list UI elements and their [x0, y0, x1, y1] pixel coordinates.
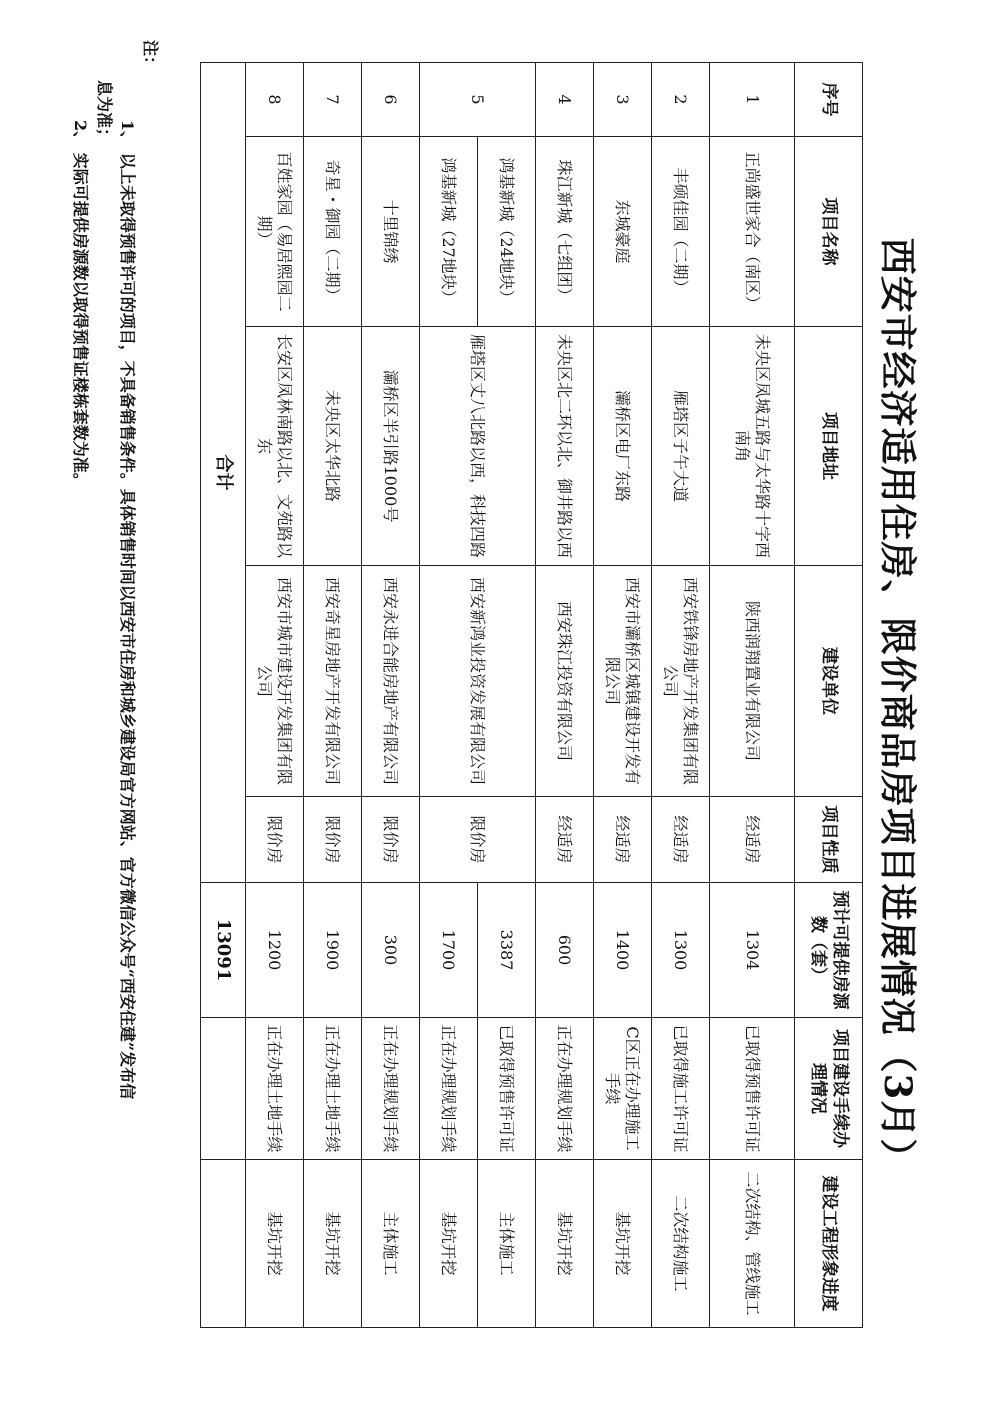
cell-permits: 正在办理规划手续: [362, 1018, 420, 1160]
cell-units: 1900: [304, 883, 362, 1018]
cell-builder: 西安铁锋房地产开发集团有限公司: [652, 566, 710, 797]
cell-builder: 西安珠江投资有限公司: [536, 566, 594, 797]
cell-no: 5: [420, 63, 536, 137]
cell-builder: 西安永进合能房地产有限公司: [362, 566, 420, 797]
cell-type: 限价房: [420, 797, 536, 883]
cell-name: 丰硕佳园（二期）: [652, 137, 710, 327]
header-address: 项目地址: [795, 327, 863, 566]
header-type: 项目性质: [795, 797, 863, 883]
cell-name: 鸿基新城（27地块）: [420, 137, 478, 327]
cell-no: 4: [536, 63, 594, 137]
note-line-1: 1、 以上未取得预售许可的项目，不具备销售条件。具体销售时间以西安市住房和城乡建设局官方网站、官方微信公众号“西安住建”发布信: [117, 120, 137, 1100]
cell-type: 经适房: [594, 797, 652, 883]
cell-permits: 正在办理土地手续: [246, 1018, 304, 1160]
header-no: 序号: [795, 63, 863, 137]
header-progress: 建设工程形象进度: [795, 1160, 863, 1328]
cell-permits: 已取得预售许可证: [478, 1018, 536, 1160]
cell-permits: 已取得预售许可证: [710, 1018, 795, 1160]
cell-address: 未央区北二环以北、御井路以西: [536, 327, 594, 566]
cell-progress: 基坑开挖: [420, 1160, 478, 1328]
cell-no: 6: [362, 63, 420, 137]
document-title: 西安市经济适用住房、限价商品房项目进展情况（3月）: [876, 237, 920, 1177]
header-permits: 项目建设手续办理情况: [795, 1018, 863, 1160]
cell-permits: 已取得施工许可证: [652, 1018, 710, 1160]
cell-permits: C区正在办理施工手续: [594, 1018, 652, 1160]
cell-type: 经适房: [536, 797, 594, 883]
cell-permits: 正在办理规划手续: [536, 1018, 594, 1160]
cell-address: 灞桥区半引路1000号: [362, 327, 420, 566]
cell-units: 1200: [246, 883, 304, 1018]
cell-address: 未央区太华北路: [304, 327, 362, 566]
table-row: [478, 63, 536, 1328]
cell-type: 经适房: [652, 797, 710, 883]
total-units: 13091: [201, 883, 246, 1018]
total-empty-progress: [201, 1160, 246, 1328]
cell-no: 8: [246, 63, 304, 137]
table-row: [304, 63, 362, 1328]
cell-name: 珠江新城（七组团）: [536, 137, 594, 327]
cell-permits: 正在办理规划手续: [420, 1018, 478, 1160]
table-row: [594, 63, 652, 1328]
cell-builder: 陕西润翔置业有限公司: [710, 566, 795, 797]
table-row: [246, 63, 304, 1328]
table-row: [652, 63, 710, 1328]
cell-units: 600: [536, 883, 594, 1018]
cell-progress: 主体施工: [478, 1160, 536, 1328]
cell-progress: 二次结构施工: [652, 1160, 710, 1328]
cell-no: 1: [710, 63, 795, 137]
notes-label: 注：: [141, 40, 160, 73]
cell-units: 1700: [420, 883, 478, 1018]
note-line-1-continued: 息为准；: [94, 80, 114, 145]
header-builder: 建设单位: [795, 566, 863, 797]
cell-address: 长安区凤林南路以北、文苑路以东: [246, 327, 304, 566]
cell-address: 雁塔区子午大道: [652, 327, 710, 566]
cell-name: 东城豪庭: [594, 137, 652, 327]
total-row: [201, 63, 246, 1328]
cell-type: 限价房: [362, 797, 420, 883]
cell-type: 限价房: [246, 797, 304, 883]
cell-type: 经适房: [710, 797, 795, 883]
cell-builder: 西安市灞桥区城镇建设开发有限公司: [594, 566, 652, 797]
cell-name: 百姓家园（易居熙园二期）: [246, 137, 304, 327]
cell-name: 奇星・御园（二期）: [304, 137, 362, 327]
cell-units: 3387: [478, 883, 536, 1018]
cell-permits: 正在办理土地手续: [304, 1018, 362, 1160]
cell-progress: 二次结构、管线施工: [710, 1160, 795, 1328]
table-row: [536, 63, 594, 1328]
cell-no: 2: [652, 63, 710, 137]
cell-name: 鸿基新城（24地块）: [478, 137, 536, 327]
cell-address: 灞桥区电厂东路: [594, 327, 652, 566]
notes-section: [69, 40, 162, 1380]
cell-builder: 西安新鸿业投资发展有限公司: [420, 566, 536, 797]
cell-no: 7: [304, 63, 362, 137]
cell-builder: 西安市城市建设开发集团有限公司: [246, 566, 304, 797]
cell-name: 正尚盛世家合（南区）: [710, 137, 795, 327]
cell-no: 3: [594, 63, 652, 137]
cell-progress: 基坑开挖: [536, 1160, 594, 1328]
table-header-row: [795, 63, 863, 1328]
cell-progress: 基坑开挖: [594, 1160, 652, 1328]
cell-units: 300: [362, 883, 420, 1018]
cell-name: 十里锦绣: [362, 137, 420, 327]
cell-units: 1304: [710, 883, 795, 1018]
header-name: 项目名称: [795, 137, 863, 327]
cell-builder: 西安奇星房地产开发有限公司: [304, 566, 362, 797]
cell-units: 1300: [652, 883, 710, 1018]
cell-address: 未央区凤城五路与太华路十字西南角: [710, 327, 795, 566]
cell-units: 1400: [594, 883, 652, 1018]
total-label: 合计: [201, 63, 246, 883]
cell-type: 限价房: [304, 797, 362, 883]
cell-progress: 基坑开挖: [246, 1160, 304, 1328]
header-units: 预计可提供房源数（套）: [795, 883, 863, 1018]
cell-address: 雁塔区丈八北路以西，科技四路: [420, 327, 536, 566]
table-row: [710, 63, 795, 1328]
cell-progress: 主体施工: [362, 1160, 420, 1328]
projects-table: [200, 62, 863, 1328]
table-row: [362, 63, 420, 1328]
note-line-2: 2、 实际可提供房源数以取得预售证楼栋套数为准。: [71, 120, 91, 489]
cell-progress: 基坑开挖: [304, 1160, 362, 1328]
total-empty-permits: [201, 1018, 246, 1160]
